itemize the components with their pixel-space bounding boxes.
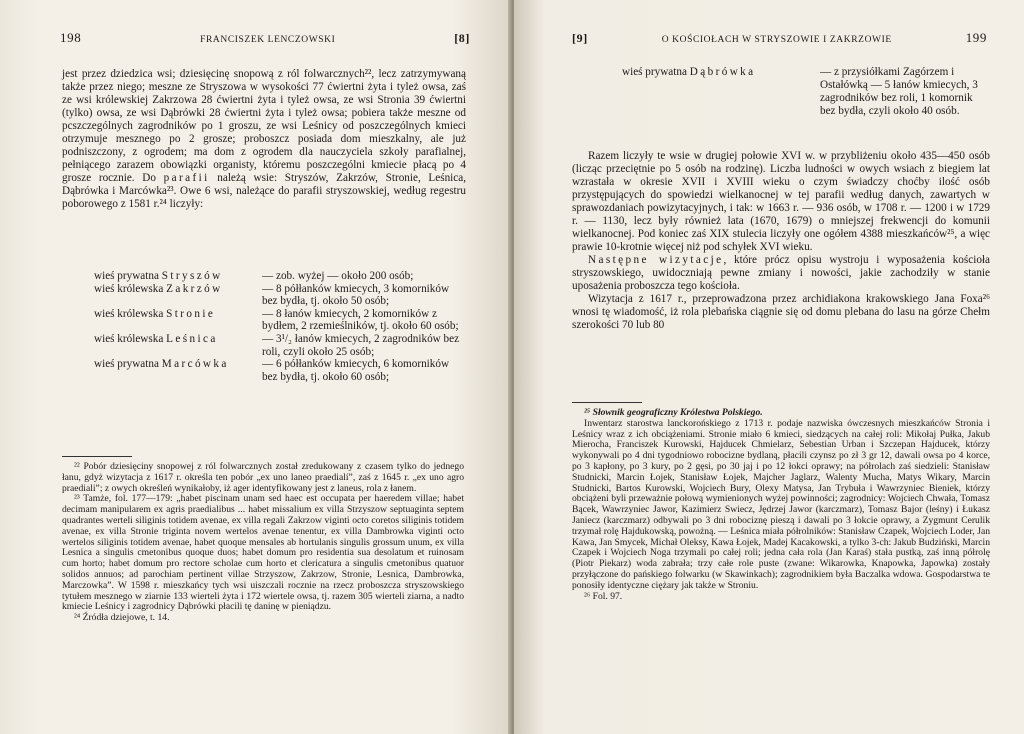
paragraph: Wizytacja z 1617 r., przeprowadzona przez archidiakona krakowskiego Jana Foxa²⁶ wnosi tę wiadomość, iż rola plebańska ciągnie się od domu plebana do lasu na górze Chełm szerokości 70 lub 80: [572, 293, 990, 331]
left-paragraph: jest przez dziedzica wsi; dziesięcinę snopową z ról folwarcznych²², lecz zatrzymywaną także przez niego; meszne ze Stryszowa w wysokości 77 ćwiertni żyta i tyleż owsa, zaś ze wsi królewskiej Zakrzowa 28 ćwiertni żyta i tyleż owsa, ze wsi Stronia 39 ćwiertni (tylko) owsa, ze wsi Dąbrówki 28 ćwiertni żyta i tyleż owsa; pobiera także meszne od pcszczególnych zagrodników po 1 groszu, ze wsi Leśnicy od poszczególnych kmieci otrzymuje mesznego po 2 grosze; proboszcz posiada dom mieszkalny, ale już podniszczony, z ogrodem; ma dom z ogrodem dla nauczyciela szkoły parafialnej, pełniącego zarazem obowiązki organisty, któremu poszczególni kmiecie płacą po 4 grosze rocznie. Do parafii należą wsie: Stryszów, Zakrzów, Stronie, Leśnica, Dąbrówka i Marcówka²³. Owe 6 wsi, należące do parafii stryszowskiej, według regestru poborowego z 1581 r.²⁴ liczyły:: [62, 68, 466, 210]
village-row: wieś królewska Leśnica — 3¹/₂ łanów kmiecych, 2 zagrodników bez roli, czyli około 25 osób;: [94, 332, 460, 358]
footnote-rule: [572, 402, 642, 403]
left-page-number: 198: [60, 30, 82, 45]
right-running-head: [572, 30, 987, 52]
village-row-dabrowka: wieś prywatna Dąbrówka — z przysiółkami Zagórzem i Ostałówką — 5 łanów kmiecych, 3 zagrodników bez roli, 1 komornik bez bydła, czyli około 40 osób.: [622, 66, 978, 117]
village-row: wieś królewska Stronie — 8 łanów kmiecych, 2 komorników z bydłem, 2 rzemieślników, tj. około 60 osób;: [94, 307, 459, 333]
right-body-text: [572, 150, 990, 332]
right-signature-number: [9]: [572, 31, 588, 45]
right-footnotes: [572, 408, 990, 602]
footnote-rule: [62, 456, 132, 457]
paragraph: Następne wizytacje, które prócz opisu wystroju i wyposażenia kościoła stryszowskiego, uwidoczniają pewne zmiany i nowości, jakie zachodziły w stanie uposażenia proboszcza tego kościoła.: [572, 254, 990, 292]
paragraph: Razem liczyły te wsie w drugiej połowie XVI w. w przybliżeniu około 435—450 osób (licząc przeciętnie po 5 osób na rodzinę). Liczba ludności w owych wsiach z biegiem lat wzrastała w okresie XVII i XVIII wieku o czym świadczy choćby ilość osób przystępujących do spowiedzi wielkanocnej w tej parafii według danych, zawartych w sprawozdaniach powizytacyjnych, i tak: w 1663 r. — 936 osób, w 1708 r. — 1200 i w 1729 r. — 1130, lecz były również lata (1670, 1679) o mniejszej frekwencji do komunii wielkanocnej. Pod koniec zaś XIX stulecia liczyły one ogółem 4388 mieszkańców²⁵, a więc prawie 10-krotnie więcej niż pod schyłek XVI wieku.: [572, 150, 990, 253]
left-footnotes: [62, 462, 464, 624]
left-signature-number: [8]: [454, 31, 470, 45]
footnote: ²² Pobór dziesięciny snopowej z ról folwarcznych został zredukowany z czasem tylko do jednego łanu, gdyż wizytacja z 1617 r. określa ten pobór „ex uno laneo praedialí”, zaś z 1645 r. „ex uno agro praediali”; z owych określeń wynikałoby, iż ager identyfikowany jest z laneus, rola z łanem.: [62, 461, 464, 494]
footnote: ²⁴ Źródła dziejowe, t. 14.: [74, 612, 170, 624]
village-row: wieś królewska Zakrzów — 8 półłanków kmiecych, 3 komorników bez bydła, tj. około 50 osób;: [94, 282, 450, 308]
right-running-title: O KOŚCIOŁACH W STRYSZOWIE I ZAKRZOWIE: [661, 35, 892, 45]
village-list: [94, 270, 466, 383]
village-row: wieś prywatna Stryszów — zob. wyżej — około 200 osób;: [94, 270, 414, 282]
left-running-title: FRANCISZEK LENCZOWSKI: [200, 35, 336, 45]
left-body-text: [62, 68, 466, 211]
right-page-number: 199: [965, 30, 987, 45]
right-page: [514, 0, 1024, 734]
village-row: wieś prywatna Marcówka — 6 półłanków kmiecych, 6 komorników bez bydła, tj. około 60 osób;: [94, 358, 450, 383]
spaced-word: parafii: [163, 172, 210, 184]
footnote-title: ²⁵ Słownik geograficzny Królestwa Polskiego.: [584, 407, 763, 418]
footnote: ²⁶ Fol. 97.: [584, 590, 623, 602]
left-running-head: [60, 30, 470, 52]
footnote: Inwentarz starostwa lanckorońskiego z 1713 r. podaje nazwiska ówczesnych mieszkańców Stronia i Leśnicy wraz z ich obciążeniami. Stronie miało 6 kmieci, siedzących na całej roli: Mikołaj Pułka, Jakub Mierocha, Franciszek Kurowski, Hajducek Chmielarz, Sebestian Urban i Szczepan Hajducek, którzy wykonywali po 4 dni tygodniowo robocizne bydlaną, płacili czynsz po zł 3 gr 12, dawali owsa po 4 korce, po 3 kapłony, po 3 kury, po 2 gęsi, po 30 jaj i po 12 łokci oprawy; na półrolach zaś siedzieli: Stanisław Studnicki, Marcin Łojek, Stanisław Łojek, Majcher Jaglarz, Walenty Mucha, Matys Wikary, Marcin Studnicki, Bartos Kurowski, Wojciech Bury, Olexy Matysa, Jan Trybuła i Wawrzyniec Bieniek, którzy obciążeni byli przeważnie połową wymienionych wyżej powinności; zagrodnicy: Wojciech Chwała, Tomasz Bącek, Wawrzyniec Jawor, Kazimierz Swiecz, Jędrzej Jawor (karczmarz), Tomasz Bajor (leśny) i Łukasz Janiecz (karczmarz) odbywali po 3 dni robociznę pieszą i dawali po 3 łokcie oprawy, a Zygmunt Cerulik trzymał rolę Hajdukowską, powożną. — Leśnica miała półrolników: Stanisław Czapek, Wojciech Loder, Jan Kawa, Jan Smycek, Michał Oleksy, Kawa Łojek, Madej Kacakowski, a tylko 3-ch: Jakub Budziński, Marcin Czapek i Wojciech Noga trzymali po całej roli; jedna cała rola (Jan Karaś) stała pustką, zaś inną półrolę (Piotr Piekarz) woda zabrała; trzy całe role puste (zwane: Wikarowka, Knapowka, Japowka) zostały przyłączone do pańskiego folwarku (w Skawinkach); zagrodnikiem była Baczalka wdowa. Gospodarstwa te ponosiły identyczne ciężary jak także w Stroniu.: [572, 417, 990, 591]
footnote: ²³ Tamże, fol. 177—179: „habet piscinam unam sed haec est occupata per haeredem villae; habet decimam manipularem ex agris praedialibus ... habet missalium ex villa Strzyszow septuaginta septem quadrantes werteli siliginis totidem avenae, ex villa regali Zakrzow viginti octo coretos siliginis totidem avenae, ex villa Stronie triginta novem wertelos avenae tenentur, ex villa Dambrowka viginti octo wertelos siliginis totidem avenae, habet quoque mensales ab hortulanis singulis grossum unum, ex villa Lesnica a singulis cmetonibus quoque duos; habet domum pro residentia sua desolatum et ruinosam cum horto; habet domum pro rectore scholae cum horto et clericatura a singulis cmetonibus quatuor solidos annuos; ad parochiam pertinent villae Strzyszow, Zakrzow, Stronie, Lesnica, Dambrowka, Marczowka”. W 1598 r. mieszkańcy tych wsi uiszczali rocznie na rzecz proboszcza stryszowskiego tytułem mesznego w ziarnie 133 wierteli żyta i 172 wiertele owsa, tj. razem 305 wierteli ziarna, a nadto kmiecie Leśnicy i zagrodnicy Dąbrówki płacili tę daninę w pieniądzu.: [62, 493, 464, 613]
